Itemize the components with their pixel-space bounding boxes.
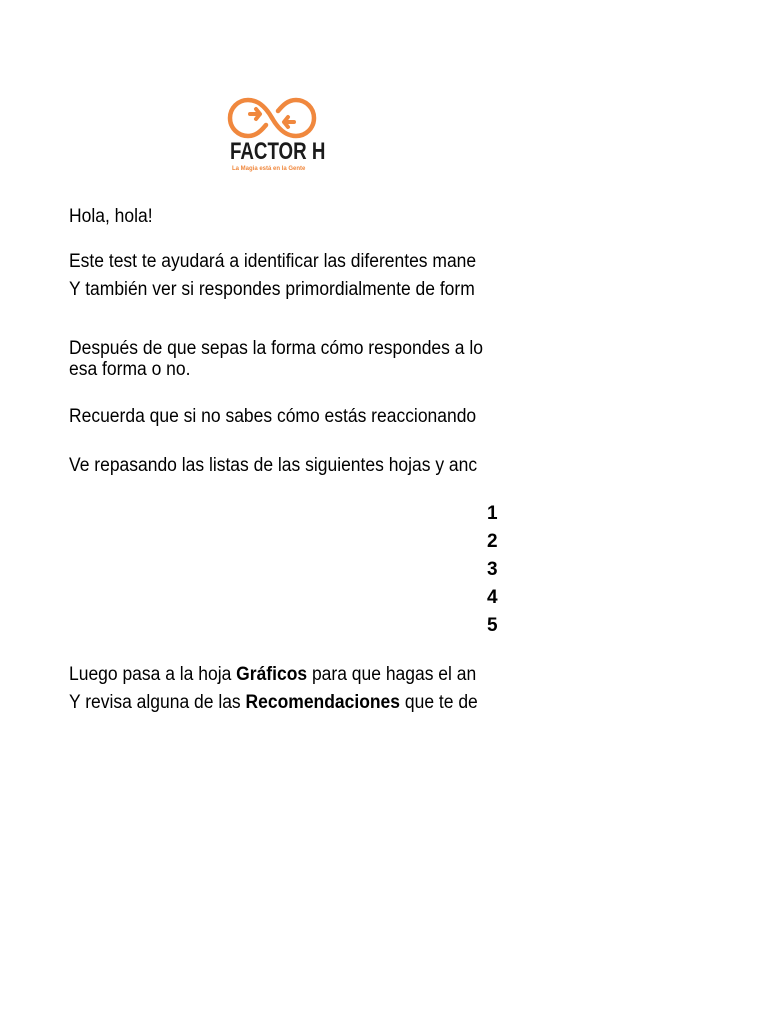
- recomendaciones-sheet-link: Recomendaciones: [245, 692, 401, 713]
- factor-h-logo: [222, 96, 326, 178]
- paragraph1-line2: Y también ver si respondes primordialmente de form: [69, 279, 475, 300]
- logo-title: FACTOR H: [230, 138, 326, 165]
- list-number-5: 5: [487, 615, 498, 636]
- greeting: Hola, hola!: [69, 206, 153, 227]
- infinity-arrows-icon: [226, 96, 318, 140]
- graficos-sheet-link: Gráficos: [236, 664, 308, 685]
- paragraph4: Ve repasando las listas de las siguientes hojas y anc: [69, 455, 478, 476]
- list-number-2: 2: [487, 531, 498, 552]
- closing-line1-text: Luego pasa a la hoja: [69, 664, 237, 685]
- closing-line2: [69, 692, 478, 714]
- closing-line1: [69, 664, 477, 686]
- paragraph1-line1: Este test te ayudará a identificar las diferentes mane: [69, 251, 477, 272]
- closing-line2-tail: que te de: [400, 692, 478, 713]
- list-number-1: 1: [487, 503, 498, 524]
- logo-tagline: La Magia está en la Gente: [232, 166, 306, 172]
- paragraph2-line2: esa forma o no.: [69, 359, 191, 380]
- paragraph2-line1: Después de que sepas la forma cómo respondes a lo: [69, 338, 483, 359]
- closing-line1-tail: para que hagas el an: [307, 664, 477, 685]
- list-number-3: 3: [487, 559, 498, 580]
- paragraph3: Recuerda que si no sabes cómo estás reaccionando: [69, 406, 477, 427]
- list-number-4: 4: [487, 587, 498, 608]
- closing-line2-text: Y revisa alguna de las: [69, 692, 246, 713]
